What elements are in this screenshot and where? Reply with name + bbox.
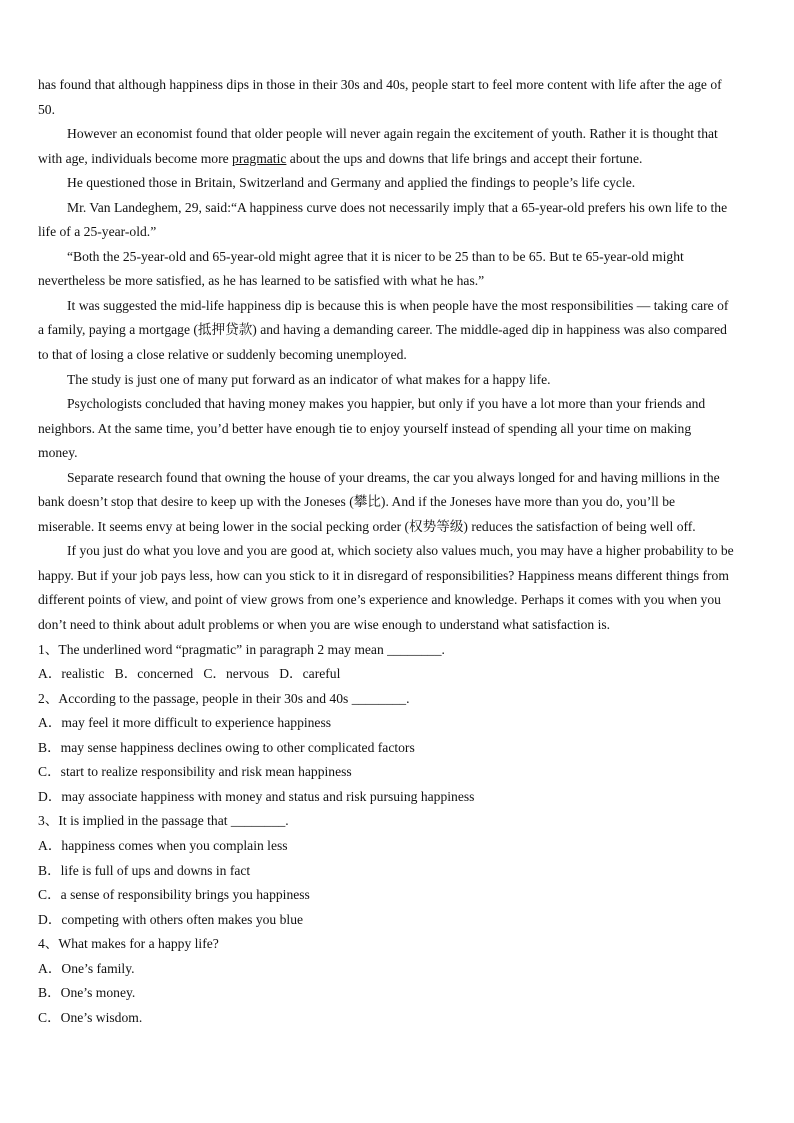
question-stem: 3、It is implied in the passage that ________. [38,813,289,829]
passage-line: has found that although happiness dips in those in their 30s and 40s, people start to feel more content with life after the age of [38,77,722,92]
underlined-word: pragmatic [232,150,287,166]
answer-option: C．One’s wisdom. [38,1009,143,1025]
answer-option: B．life is full of ups and downs in fact [38,862,251,878]
answer-option: A．realistic B．concerned C．nervous D．careful [38,666,341,682]
passage-line: to that of losing a close relative or suddenly becoming unemployed. [38,347,407,363]
passage-line: 50. [38,101,55,117]
question-stem: 1、The underlined word “pragmatic” in paragraph 2 may mean ________. [38,641,445,657]
answer-option: D．may associate happiness with money and status and risk pursuing happiness [38,788,475,804]
answer-option: A．One’s family. [38,960,135,976]
passage-line: money. [38,445,78,461]
passage-line: “Both the 25-year-old and 65-year-old might agree that it is nicer to be 25 than to be 65. But te 65-year-old might [67,248,684,264]
answer-option: C．a sense of responsibility brings you happiness [38,887,310,903]
passage-line: The study is just one of many put forward as an indicator of what makes for a happy life. [67,371,551,387]
passage-line: nevertheless be more satisfied, as he has learned to be satisfied with what he has.” [38,273,485,289]
text-segment: about the ups and downs that life brings and accept their fortune. [286,150,643,166]
answer-option: C．start to realize responsibility and risk mean happiness [38,764,352,780]
passage-line: different points of view, and point of view grows from one’s experience and knowledge. Perhaps it comes with you when you [38,592,721,608]
passage-line: neighbors. At the same time, you’d better have enough tie to enjoy yourself instead of spending all your time on making [38,420,692,436]
passage-line [38,147,758,172]
passage-line: happy. But if your job pays less, how can you stick to it in disregard of responsibilities? Happiness means different things from [38,567,729,583]
answer-option: A．happiness comes when you complain less [38,837,288,853]
passage-line: It was suggested the mid-life happiness dip is because this is when people have the most responsibilities — taking care of [67,297,729,313]
answer-option: A．may feel it more difficult to experience happiness [38,715,332,731]
answer-option: B．One’s money. [38,985,136,1001]
document-page [38,73,758,1030]
passage-line: miserable. It seems envy at being lower in the social pecking order (权势等级) reduces the satisfaction of being well off. [38,518,696,534]
passage-line: Psychologists concluded that having money makes you happier, but only if you have a lot more than your friends and [67,396,706,412]
passage-line: Separate research found that owning the house of your dreams, the car you always longed for and having millions in the [67,469,720,485]
answer-option: D．competing with others often makes you blue [38,911,304,927]
passage-line: life of a 25-year-old.” [38,224,157,240]
answer-option: B．may sense happiness declines owing to other complicated factors [38,739,415,755]
passage-line: bank doesn’t stop that desire to keep up with the Joneses (攀比). And if the Joneses have more than you do, you’ll be [38,494,676,510]
passage-line: don’t need to think about adult problems or when you are wise enough to understand what satisfaction is. [38,617,611,633]
passage-line: If you just do what you love and you are good at, which society also values much, you may have a higher probability to be [67,543,734,559]
passage-line: Mr. Van Landeghem, 29, said:“A happiness curve does not necessarily imply that a 65-year-old prefers his own life to the [67,199,728,215]
passage-line: a family, paying a mortgage (抵押贷款) and having a demanding career. The middle-aged dip in happiness was also compared [38,322,727,338]
text-segment: with age, individuals become more [38,150,233,166]
passage-line: However an economist found that older people will never again regain the excitement of youth. Rather it is thought that [67,126,718,142]
question-stem: 4、What makes for a happy life? [38,936,219,952]
question-stem: 2、According to the passage, people in their 30s and 40s ________. [38,690,410,706]
passage-line: He questioned those in Britain, Switzerland and Germany and applied the findings to people’s life cycle. [67,175,636,191]
